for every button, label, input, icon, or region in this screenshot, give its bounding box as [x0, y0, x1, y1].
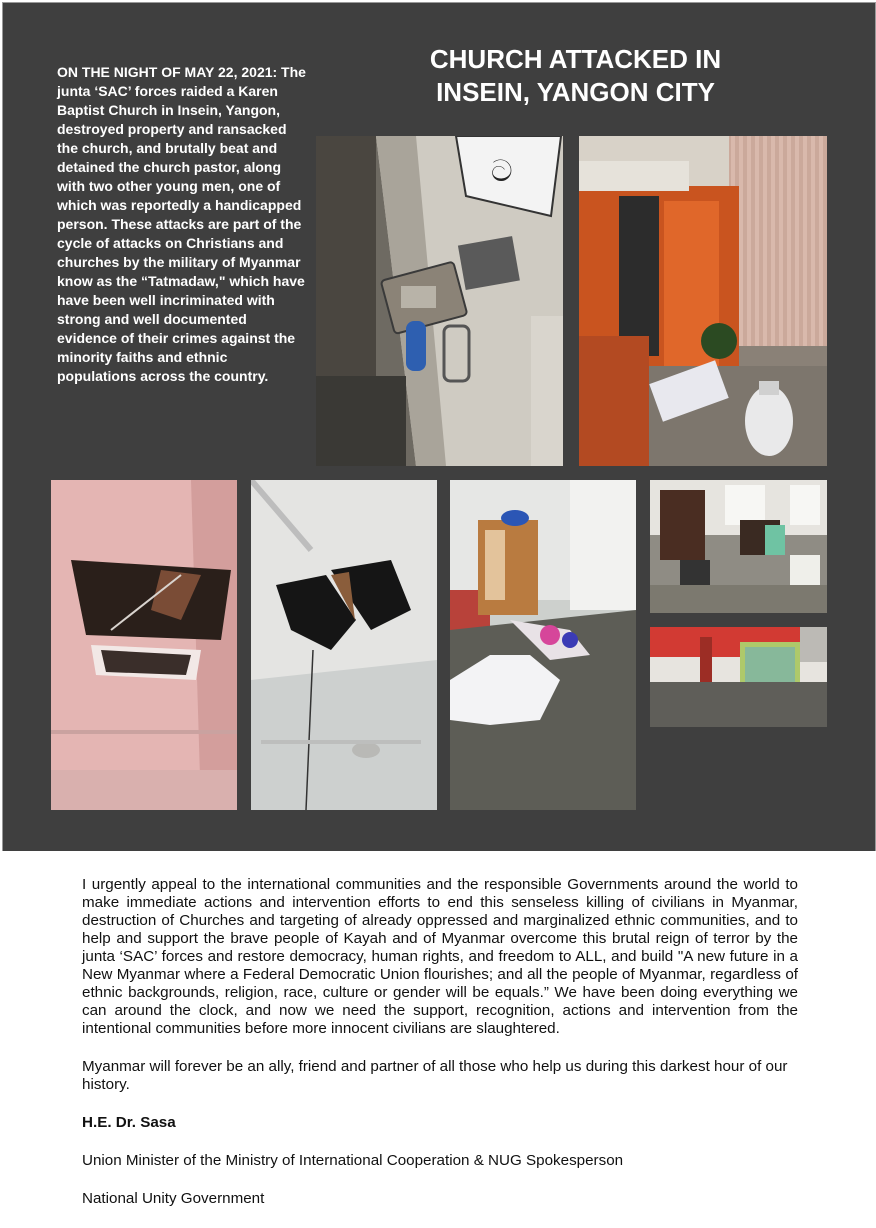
- appeal-paragraph: I urgently appeal to the international communities and the responsible Governments around the world to make immediate actions and intervention efforts to end this senseless killing of civilians in Myanmar, destruction of Churches and targeting of already oppressed and marginalized ethnic communities, and to help and support the brave people of Kayah and of Myanmar overcome this brutal reign of terror by the junta ‘SAC’ forces and restore democracy, human rights, and freedom to ALL, and build "A new future in a New Myanmar where a Federal Democratic Union flourishes; and all the people of Myanmar, regardless of ethnic backgrounds, religion, race, culture or gender will be equals.” We have been doing everything we can around the clock, and now we need the support, recognition, actions and intervention from the intentional communities before more innocent civilians are slaughtered.: [82, 876, 798, 1037]
- ally-paragraph: Myanmar will forever be an ally, friend and partner of all those who help us during this darkest hour of our history.: [82, 1058, 788, 1093]
- photo-damaged-white-ceiling: [251, 480, 437, 810]
- door-sign-text: ට: [491, 154, 513, 189]
- headline: [383, 43, 768, 109]
- signature-organization: National Unity Government: [82, 1190, 265, 1207]
- photo-clothes-on-floor: [450, 480, 636, 810]
- photo-room-red-wall: [650, 627, 827, 727]
- photo-ransacked-cabinet-room: [579, 136, 827, 466]
- signature-title: Union Minister of the Ministry of International Cooperation & NUG Spokesperson: [82, 1152, 624, 1169]
- photo-damaged-pink-ceiling: [51, 480, 237, 810]
- headline-line-1: CHURCH ATTACKED IN: [429, 44, 722, 74]
- lead-paragraph: ON THE NIGHT OF MAY 22, 2021: The junta ‘SAC’ forces raided a Karen Baptist Church in Insein, Yangon, destroyed property and ransacked the church, and brutally beat and detained the church pastor, along with two other young men, one of which was reportedly a handicapped person. These attacks are part of the cycle of attacks on Christians and churches by the military of Myanmar know as the “Tatmadaw," which have have been well incriminated with strong and well documented evidence of their crimes against the minority faiths and ethnic populations across the country.: [57, 64, 306, 384]
- photo-room-with-chairs: [650, 480, 827, 613]
- headline-line-2: INSEIN, YANGON CITY: [436, 77, 715, 107]
- photo-broken-door-latch: [316, 136, 563, 466]
- signature-name: H.E. Dr. Sasa: [82, 1114, 176, 1131]
- signature-block: [82, 1114, 798, 1208]
- statement-section: [82, 876, 798, 1228]
